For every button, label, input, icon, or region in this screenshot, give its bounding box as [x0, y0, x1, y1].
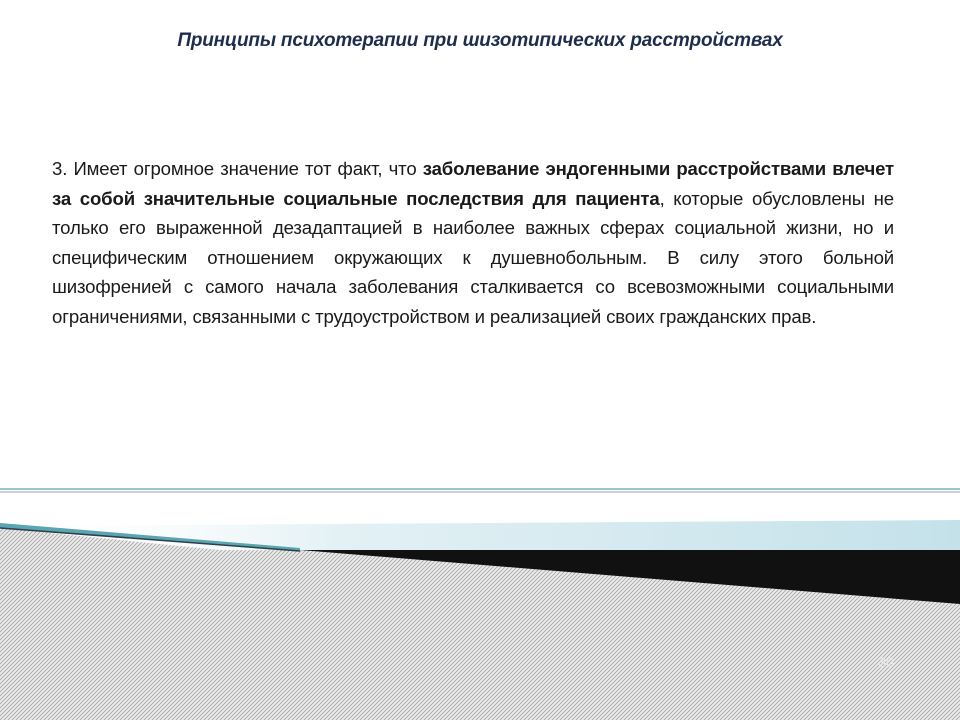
paragraph-intro: 3. Имеет огромное значение тот факт, что: [52, 158, 423, 179]
body-paragraph: [52, 154, 894, 331]
paragraph-continuation: , которые обусловлены не только его выраженной дезадаптацией в наиболее важных сферах социальной жизни, но и специфическим отношением окружающих к душевнобольным. В силу этого больной шизофренией с самого начала заболевания сталкивается со всевозможными социальными ограничениями, связанными с трудоустройством и реализацией своих гражданских прав.: [52, 187, 894, 327]
slide-title: Принципы психотерапии при шизотипических расстройствах: [177, 30, 783, 51]
paragraph-emphasis: заболевание эндогенными расстройствами влечет за собой значительные социальные последствия для пациента: [52, 158, 894, 209]
slide-number: 30: [878, 654, 894, 670]
decorative-footer-bands: [0, 480, 960, 720]
